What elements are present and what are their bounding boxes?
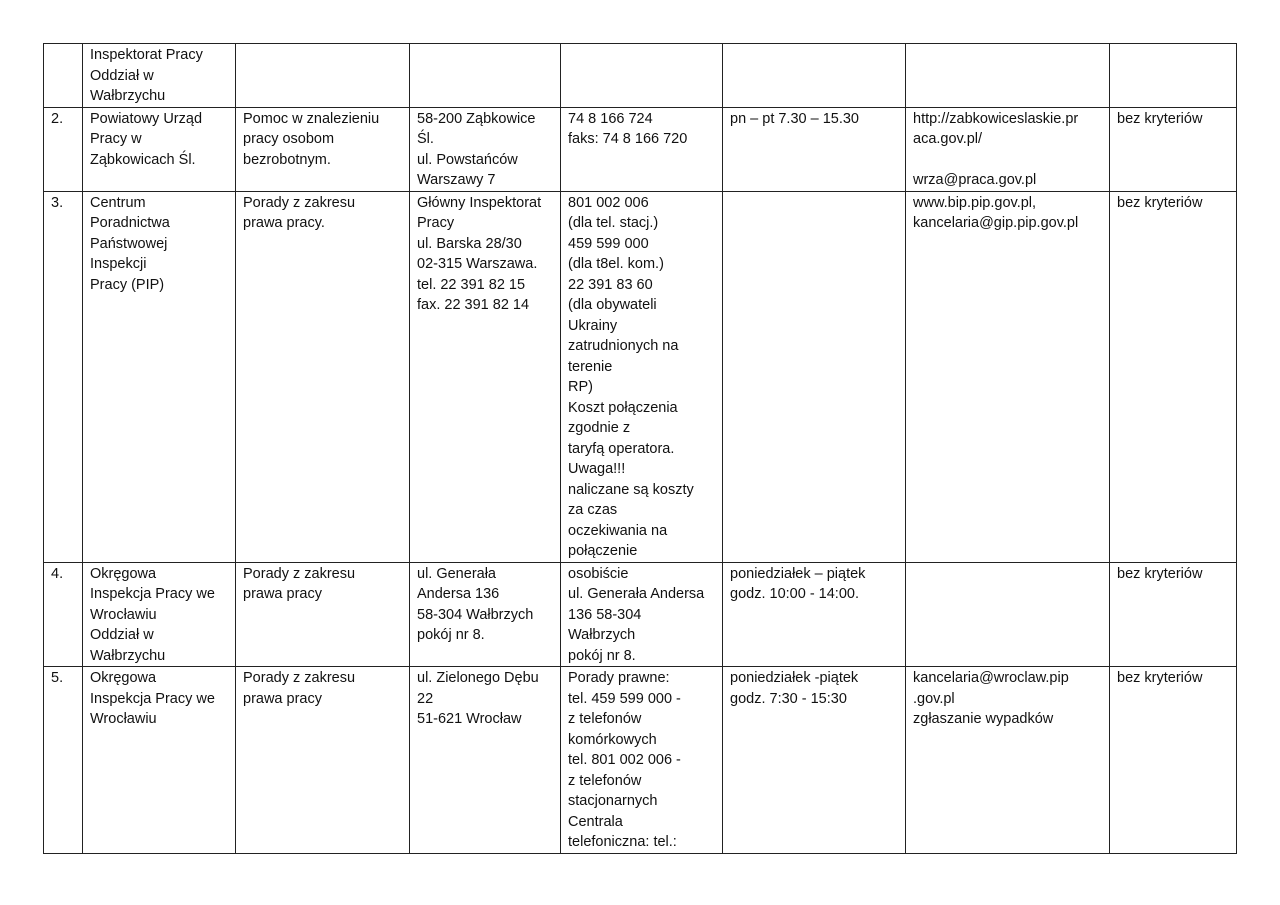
cell-address — [410, 44, 561, 108]
cell-phone: 74 8 166 724 faks: 74 8 166 720 — [561, 107, 723, 191]
cell-criteria — [1110, 44, 1237, 108]
cell-hours: poniedziałek – piątek godz. 10:00 - 14:00. — [723, 562, 906, 667]
cell-hours — [723, 44, 906, 108]
cell-web-email[interactable]: kancelaria@wroclaw.pip .gov.pl zgłaszanie wypadków — [906, 667, 1110, 854]
cell-web-email — [906, 44, 1110, 108]
cell-hours: poniedziałek -piątek godz. 7:30 - 15:30 — [723, 667, 906, 854]
cell-number: 5. — [44, 667, 83, 854]
cell-criteria: bez kryteriów — [1110, 107, 1237, 191]
cell-help-scope — [236, 44, 410, 108]
cell-help-scope: Porady z zakresu prawa pracy. — [236, 191, 410, 562]
cell-number: 4. — [44, 562, 83, 667]
cell-help-scope: Porady z zakresu prawa pracy — [236, 667, 410, 854]
institutions-table — [43, 43, 1237, 854]
cell-criteria: bez kryteriów — [1110, 667, 1237, 854]
cell-help-scope: Pomoc w znalezieniu pracy osobom bezrobotnym. — [236, 107, 410, 191]
cell-phone: 801 002 006 (dla tel. stacj.) 459 599 000 (dla t8el. kom.) 22 391 83 60 (dla obywateli Ukrainy zatrudnionych na terenie RP) Koszt połączenia zgodnie z taryfą operatora. Uwaga!!! naliczane są koszty za czas oczekiwania na połączenie — [561, 191, 723, 562]
cell-hours — [723, 191, 906, 562]
cell-address: ul. Zielonego Dębu 22 51-621 Wrocław — [410, 667, 561, 854]
cell-institution: Okręgowa Inspekcja Pracy we Wrocławiu Oddział w Wałbrzychu — [83, 562, 236, 667]
cell-institution: Powiatowy Urząd Pracy w Ząbkowicach Śl. — [83, 107, 236, 191]
table-row — [44, 562, 1237, 667]
table-row — [44, 107, 1237, 191]
cell-address: Główny Inspektorat Pracy ul. Barska 28/30 02-315 Warszawa. tel. 22 391 82 15 fax. 22 391 82 14 — [410, 191, 561, 562]
table-row — [44, 191, 1237, 562]
cell-institution: Centrum Poradnictwa Państwowej Inspekcji Pracy (PIP) — [83, 191, 236, 562]
cell-phone: osobiście ul. Generała Andersa 136 58-304 Wałbrzych pokój nr 8. — [561, 562, 723, 667]
table-row — [44, 44, 1237, 108]
cell-phone — [561, 44, 723, 108]
cell-number — [44, 44, 83, 108]
cell-help-scope: Porady z zakresu prawa pracy — [236, 562, 410, 667]
cell-criteria: bez kryteriów — [1110, 191, 1237, 562]
cell-web-email[interactable]: http://zabkowiceslaskie.pr aca.gov.pl/ wrza@praca.gov.pl — [906, 107, 1110, 191]
cell-number: 2. — [44, 107, 83, 191]
table-row — [44, 667, 1237, 854]
cell-hours: pn – pt 7.30 – 15.30 — [723, 107, 906, 191]
cell-institution: Inspektorat Pracy Oddział w Wałbrzychu — [83, 44, 236, 108]
cell-phone: Porady prawne: tel. 459 599 000 - z telefonów komórkowych tel. 801 002 006 - z telefonów stacjonarnych Centrala telefoniczna: tel.: — [561, 667, 723, 854]
cell-address: 58-200 Ząbkowice Śl. ul. Powstańców Warszawy 7 — [410, 107, 561, 191]
cell-institution: Okręgowa Inspekcja Pracy we Wrocławiu — [83, 667, 236, 854]
cell-web-email[interactable]: www.bip.pip.gov.pl, kancelaria@gip.pip.gov.pl — [906, 191, 1110, 562]
cell-number: 3. — [44, 191, 83, 562]
cell-criteria: bez kryteriów — [1110, 562, 1237, 667]
cell-web-email — [906, 562, 1110, 667]
cell-address: ul. Generała Andersa 136 58-304 Wałbrzych pokój nr 8. — [410, 562, 561, 667]
